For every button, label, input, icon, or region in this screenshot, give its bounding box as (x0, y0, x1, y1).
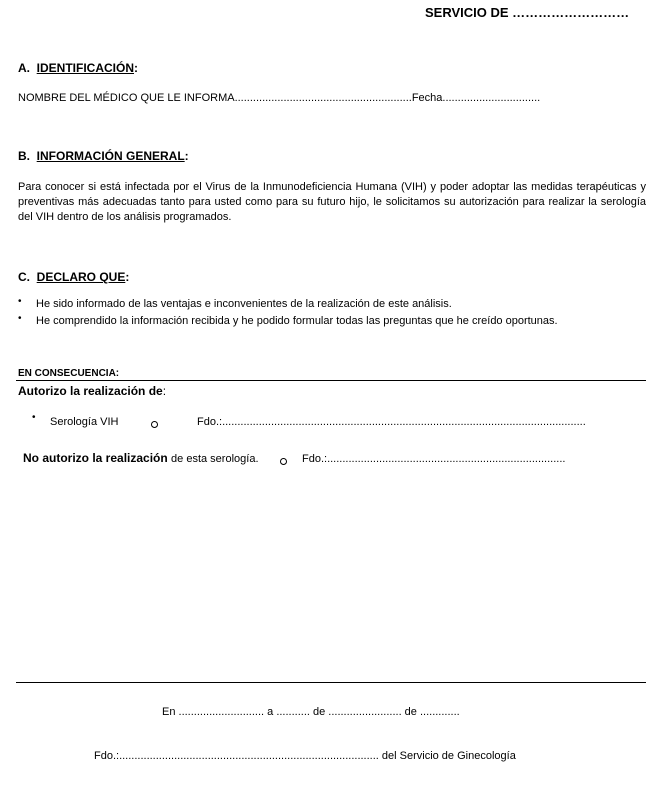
no-autorizo-radio[interactable] (280, 455, 287, 467)
section-a-title: IDENTIFICACIÓN (36, 61, 135, 75)
no-autorizo-line (23, 451, 259, 465)
consecuencia-heading: EN CONSECUENCIA: (18, 368, 120, 379)
section-b-title: INFORMACIÓN GENERAL (36, 149, 185, 163)
autorizo-label (18, 384, 166, 398)
bullet-icon: • (18, 313, 22, 324)
declaration-item-1: He sido informado de las ventajas e inconvenientes de la realización de este análisis. (36, 298, 452, 310)
no-autorizo-bold: No autorizo la realización (23, 451, 168, 465)
autorizo-text: Autorizo la realización de (18, 384, 163, 398)
section-c-colon: : (125, 270, 130, 284)
radio-circle-icon (151, 421, 158, 428)
radio-circle-icon (280, 458, 287, 465)
no-autorizo-signature-line[interactable]: Fdo.:.............................................................................. (302, 453, 566, 465)
no-autorizo-rest: de esta serología. (171, 453, 259, 465)
section-c-heading (18, 270, 129, 284)
section-c-title: DECLARO QUE (36, 270, 126, 284)
section-b-heading (18, 149, 189, 163)
doctor-signature-line[interactable]: Fdo.:..................................................................................... del Servicio de Ginecología (94, 750, 516, 762)
place-date-line[interactable]: En ............................ a ........... de ........................ de ............. (162, 706, 460, 718)
section-b-colon: : (184, 149, 189, 163)
declaration-item-2: He comprendido la información recibida y he podido formular todas las preguntas que he creído oportunas. (36, 315, 558, 327)
serologia-signature-line[interactable]: Fdo.:....................................................................................................................... (197, 416, 586, 428)
bullet-icon: • (18, 296, 22, 307)
section-a-colon: : (134, 61, 139, 75)
footer-divider-line (16, 682, 646, 683)
section-c-letter: C. (18, 270, 30, 284)
autorizo-colon: : (162, 384, 167, 398)
serologia-vih-radio[interactable] (151, 418, 158, 430)
doctor-name-date-line[interactable]: NOMBRE DEL MÉDICO QUE LE INFORMA..........................................................Fecha................................ (18, 92, 541, 104)
section-b-letter: B. (18, 149, 30, 163)
section-a-heading (18, 61, 138, 75)
serologia-vih-label: Serología VIH (50, 416, 119, 428)
section-a-letter: A. (18, 61, 30, 75)
divider-line (16, 380, 646, 381)
bullet-icon: • (32, 412, 36, 423)
service-header: SERVICIO DE ……………………… (425, 5, 630, 20)
general-info-paragraph: Para conocer si está infectada por el Virus de la Inmunodeficiencia Humana (VIH) y poder adoptar las medidas terapéuticas y preventivas más adecuadas tanto para usted como para su futuro hijo, le solicitamos su autorización para realizar la serología del VIH dentro de los análisis programados. (18, 181, 646, 223)
